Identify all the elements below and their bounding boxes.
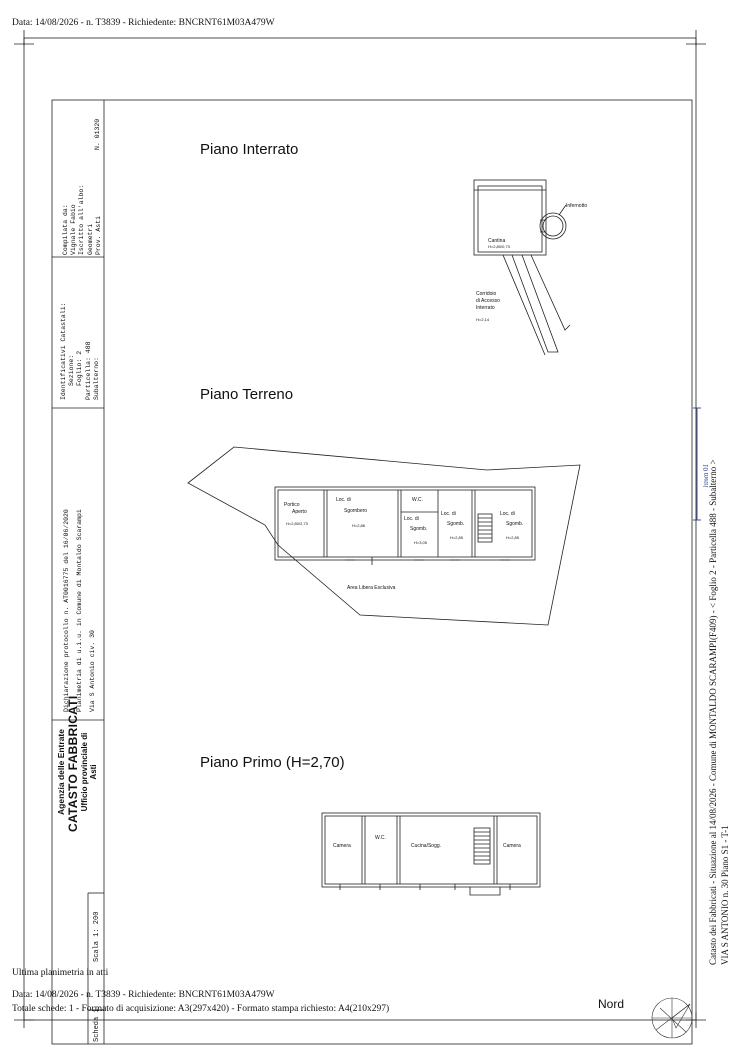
footer-totale-line: Totale schede: 1 - Formato di acquisizione: A3(297x420) - Formato stampa richiesto: A4(210x297)	[12, 1004, 390, 1014]
identificativi-line: Particella: 488	[84, 341, 92, 400]
dichiarazione-line: Dichiarazione protocollo n. AT0016775 del 16/06/2020	[63, 509, 70, 712]
identificativi-line: Identificativi Catastali:	[60, 302, 67, 400]
compilata-line: Geometri	[86, 223, 94, 255]
side-line-indirizzo: VIA S ANTONIO n. 30 Piano S1 - T-1	[720, 825, 730, 965]
compilata-line: Compilata da:	[62, 204, 69, 255]
label-cantina-h: H=2,80/0,73	[488, 244, 510, 249]
ufficio-label: Ufficio provinciale di	[80, 732, 89, 812]
side-line-situazione: Catasto dei Fabbricati - Situazione al 14/08/2026 - Comune di MONTALDO SCARAMPI(F409) - < Foglio 2 - Particella 488 - Subalterno >	[708, 459, 718, 965]
title-piano-primo: Piano Primo (H=2,70)	[200, 754, 345, 771]
label-sgomb: Loc. di	[500, 511, 515, 517]
agency-block	[56, 695, 98, 832]
label-wc: W.C.	[412, 497, 423, 503]
title-piano-interrato: Piano Interrato	[200, 141, 299, 158]
label-sgomb: Sgomb.	[410, 526, 428, 532]
label-area-libera: Area Libera Esclusiva	[347, 585, 396, 591]
label-sgomb: Loc. di	[441, 511, 456, 517]
compilata-block	[62, 185, 103, 255]
identificativi-line: Sezione:	[68, 354, 76, 386]
sheet-frame	[52, 100, 692, 1044]
catasto-title: CATASTO FABBRICATI	[66, 695, 80, 832]
dichiarazione-block	[60, 509, 99, 712]
footer-ultima: Ultima planimetria in atti	[12, 968, 109, 978]
agency-name: Agenzia delle Entrate	[56, 729, 66, 815]
title-piano-terreno: Piano Terreno	[200, 386, 294, 403]
north-compass	[652, 998, 692, 1038]
label-portico: Portico	[284, 502, 300, 508]
ufficio-provincia: Asti	[89, 764, 98, 780]
label-corridoio: Interrato	[476, 305, 495, 311]
compilata-line: Vignale Fabio	[70, 204, 78, 255]
plan-terreno	[188, 447, 580, 625]
scheda-label: Scheda 1	[93, 1008, 101, 1042]
label-sgomb: Sgomb.	[447, 521, 465, 527]
label-corridoio: di Accesso	[476, 298, 500, 304]
label-sgomb-h: H=3,05	[414, 540, 428, 545]
label-sgomb: Sgomb.	[506, 521, 524, 527]
identificativi-line: Foglio: 2	[76, 350, 84, 386]
header-line: Data: 14/08/2026 - n. T3839 - Richiedente: BNCRNT61M03A479W	[12, 18, 275, 28]
compilata-line: Prov. Asti	[94, 215, 102, 255]
label-sgomb-h: H=2,85	[450, 535, 464, 540]
outer-frame	[24, 38, 696, 1020]
label-cucina: Cucina/Sogg.	[411, 843, 442, 849]
plan-primo	[322, 813, 540, 895]
compilata-number: N. 01320	[94, 118, 101, 150]
dichiarazione-line: Planimetria di u.i.u. in Comune di Montaldo Scarampi	[76, 509, 83, 712]
scale-bar-label: 10 metri	[702, 464, 710, 488]
scala-label: Scala 1: 200	[93, 911, 101, 962]
label-sgombero-h: H=2,86	[352, 523, 366, 528]
north-label: Nord	[598, 997, 625, 1011]
compilata-line: Iscritto all'albo:	[78, 184, 86, 255]
label-sgombero: Sgombero	[344, 508, 368, 514]
label-wc: W.C.	[375, 835, 386, 841]
footer-data-line: Data: 14/08/2026 - n. T3839 - Richiedente: BNCRNT61M03A479W	[12, 990, 275, 1000]
label-infernotto: Infernotto	[566, 203, 588, 209]
label-sgombero: Loc. di	[336, 497, 351, 503]
label-sgomb: Loc. di	[404, 516, 419, 522]
scale-bar	[693, 408, 701, 520]
label-cantina: Cantina	[488, 238, 506, 244]
label-portico-h: H=2,80/2,73	[286, 521, 308, 526]
label-corridoio: Corridoio	[476, 291, 497, 297]
label-sgomb-h: H=2,85	[506, 535, 520, 540]
label-camera: Camera	[333, 843, 351, 849]
label-portico: Aperto	[292, 509, 307, 515]
label-camera: Camera	[503, 843, 521, 849]
dichiarazione-line: Via S Antonio civ. 30	[89, 630, 96, 712]
identificativi-line: Subalterno:	[92, 357, 100, 400]
identificativi-block	[60, 302, 101, 400]
plan-interrato	[474, 180, 570, 355]
label-corridoio-h: H=2,14	[476, 317, 490, 322]
